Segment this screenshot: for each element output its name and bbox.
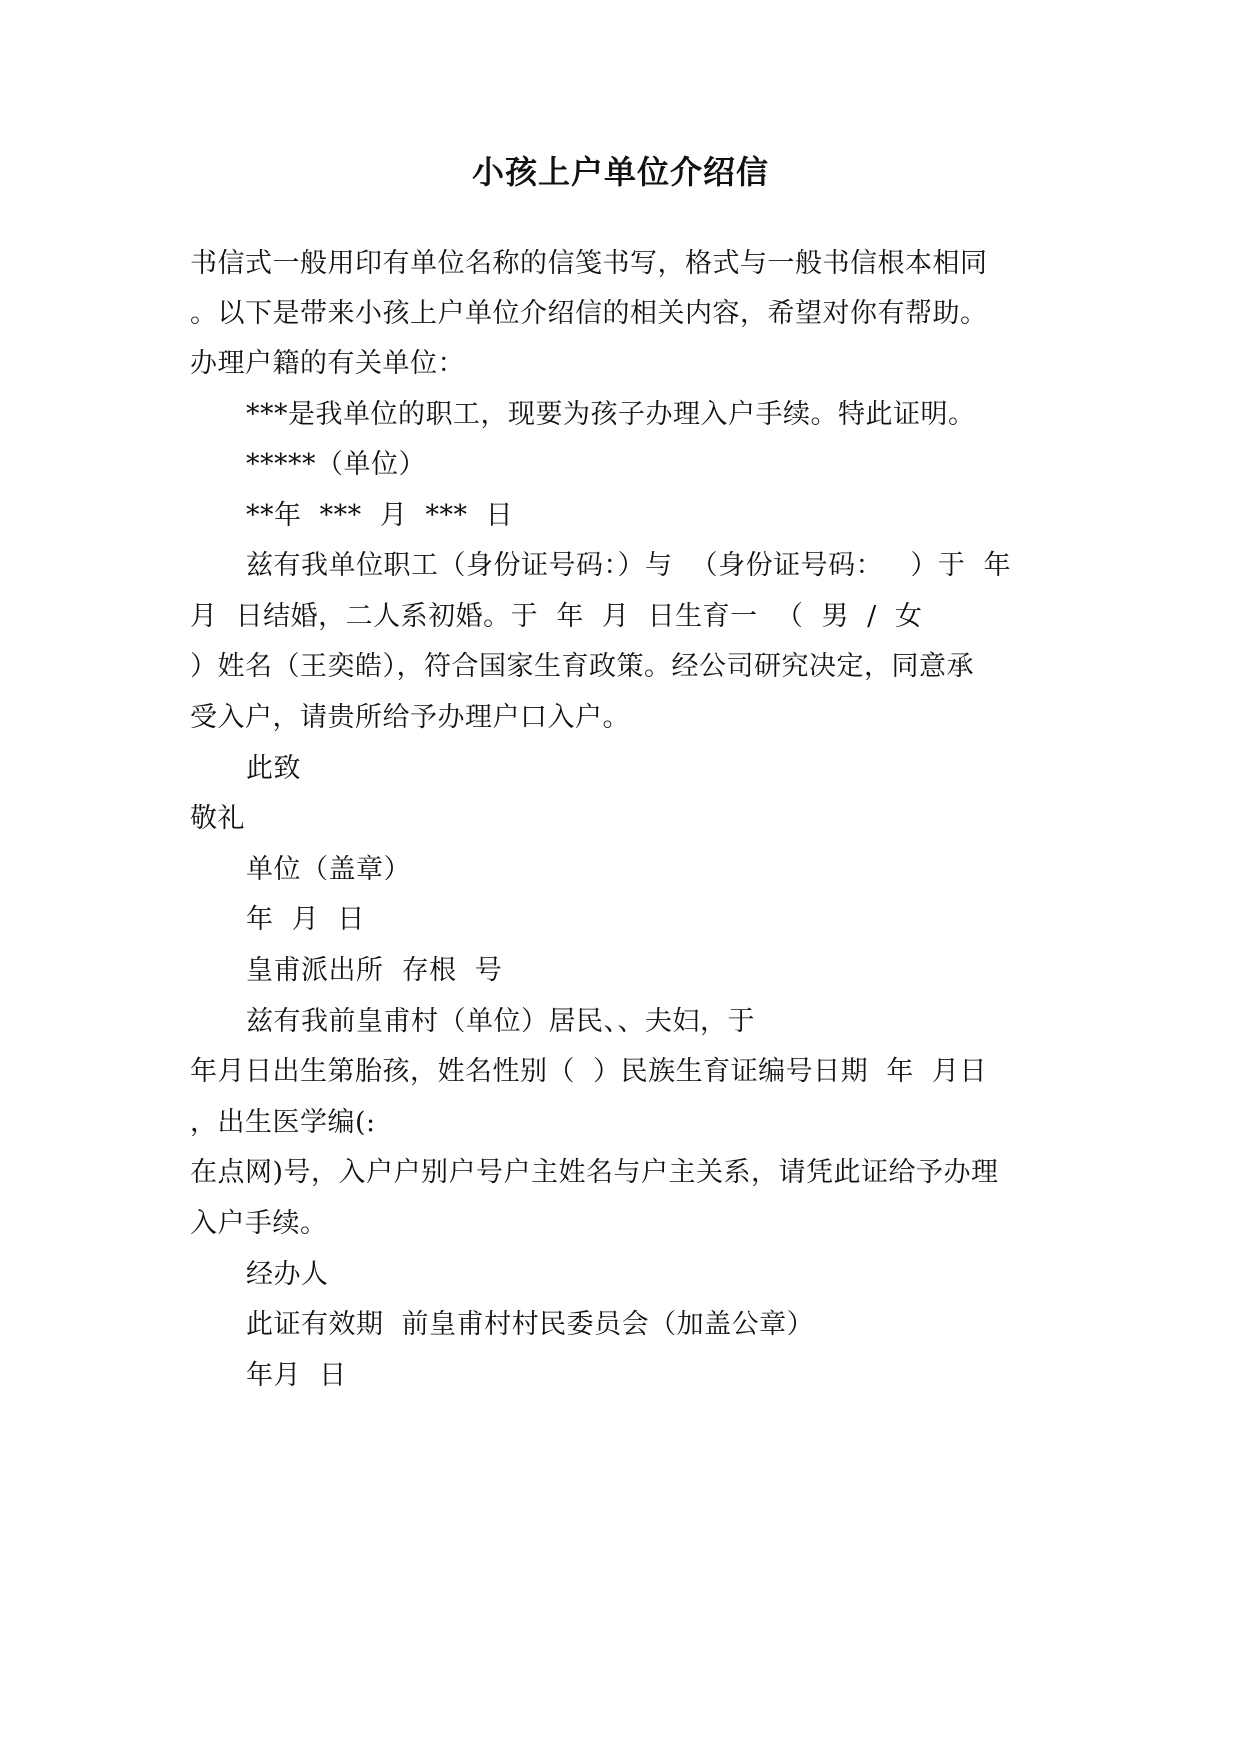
paragraph-line: 兹有我前皇甫村（单位）居民、、夫妇，于: [246, 1006, 755, 1037]
paragraph-line: 月 日结婚，二人系初婚。于 年 月 日生育一 （ 男 / 女: [190, 601, 923, 632]
paragraph-line: ***是我单位的职工，现要为孩子办理入户手续。特此证明。: [246, 399, 976, 430]
paragraph-line: ，出生医学编(:: [190, 1107, 376, 1138]
paragraph-line: 年月日出生第胎孩，姓名性别（ ）民族生育证编号日期 年 月日: [190, 1056, 987, 1087]
paragraph-line: ）姓名（王奕皓），符合国家生育政策。经公司研究决定，同意承: [190, 651, 974, 682]
paragraph-line: **年 *** 月 *** 日: [246, 500, 514, 531]
paragraph-line: 在点网)号，入户户别户号户主姓名与户主关系，请凭此证给予办理: [190, 1157, 999, 1188]
paragraph-line: 办理户籍的有关单位：: [190, 348, 465, 379]
paragraph-line: 此证有效期 前皇甫村村民委员会（加盖公章）: [246, 1309, 815, 1340]
paragraph-line: *****（单位）: [246, 449, 426, 480]
paragraph-line: 。以下是带来小孩上户单位介绍信的相关内容，希望对你有帮助。: [190, 298, 988, 329]
paragraph-line: 年月 日: [246, 1360, 347, 1391]
document-title: 小孩上户单位介绍信: [471, 153, 769, 191]
paragraph-line: 此致: [246, 753, 301, 784]
paragraph-line: 书信式一般用印有单位名称的信笺书写，格式与一般书信根本相同: [190, 248, 988, 279]
paragraph-line: 皇甫派出所 存根 号: [246, 955, 503, 986]
paragraph-line: 经办人: [246, 1259, 329, 1290]
paragraph-line: 入户手续。: [190, 1208, 328, 1239]
paragraph-line: 受入户，请贵所给予办理户口入户。: [190, 702, 630, 733]
paragraph-line: 年 月 日: [246, 904, 365, 935]
paragraph-line: 单位（盖章）: [246, 854, 411, 885]
paragraph-line: 敬礼: [190, 803, 245, 834]
paragraph-line: 兹有我单位职工（身份证号码：）与 （身份证号码： ）于 年: [246, 550, 1012, 581]
